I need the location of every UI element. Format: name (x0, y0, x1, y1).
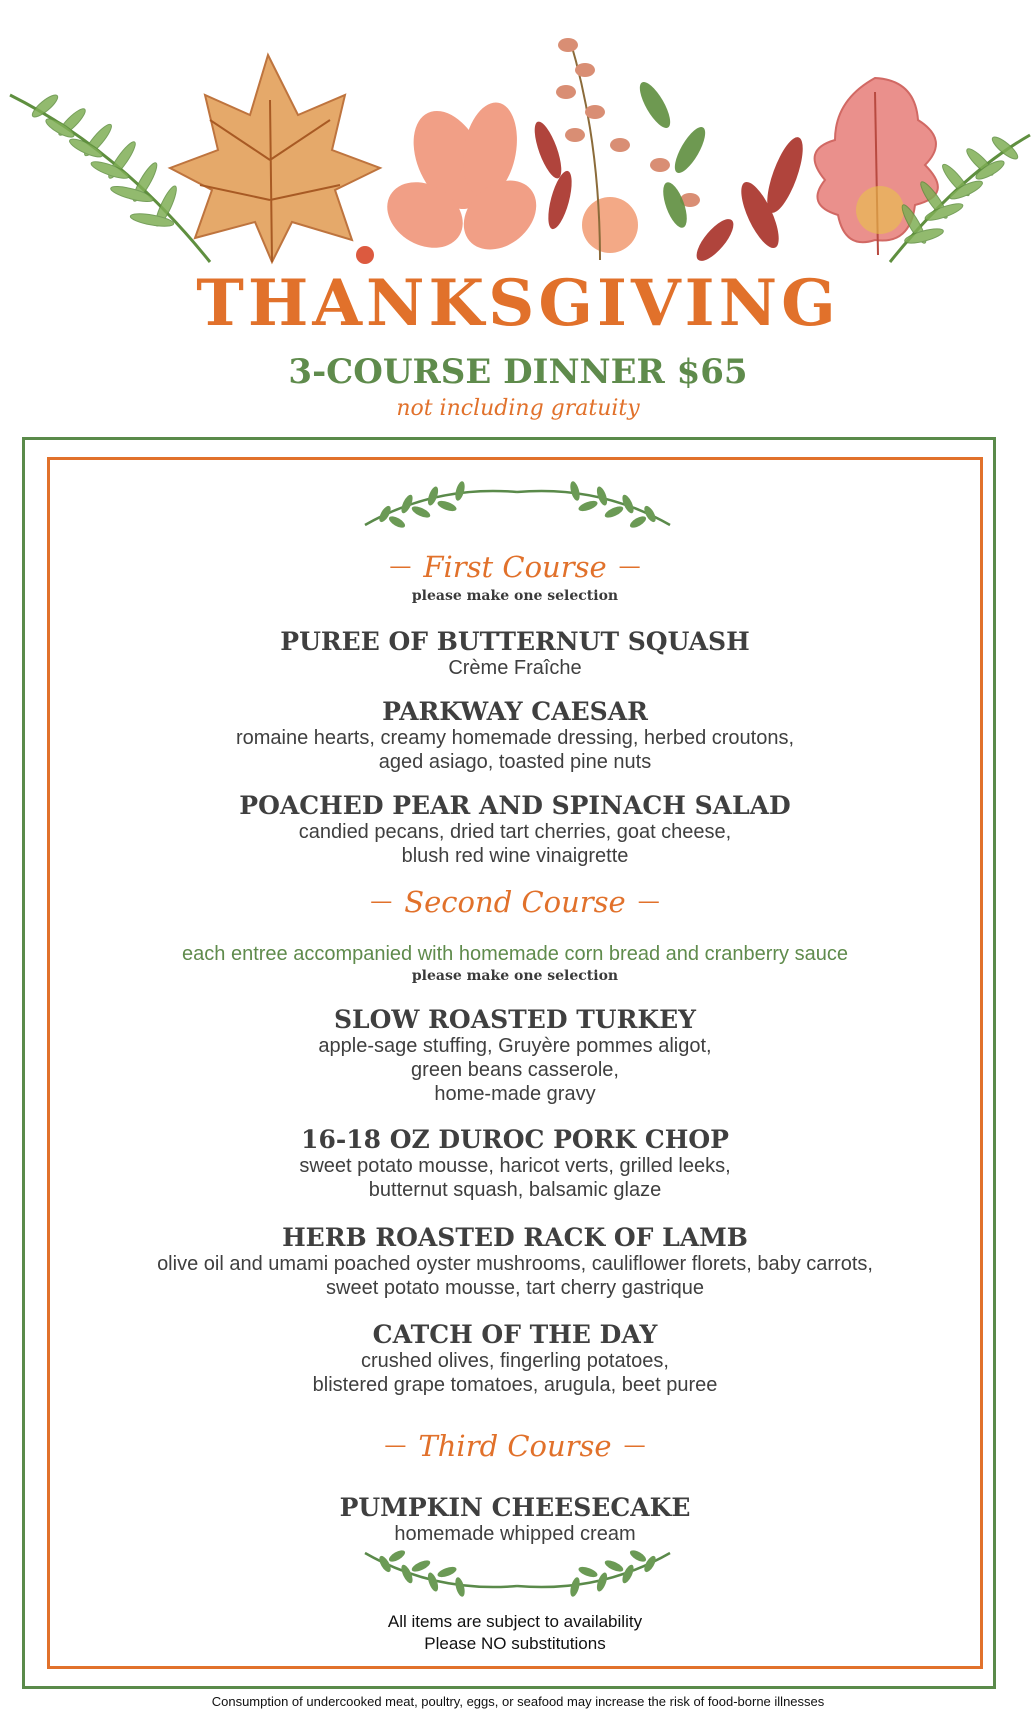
item-description: candied pecans, dried tart cherries, goat cheese, (298, 821, 732, 843)
price-subtitle: 3-COURSE DINNER $65 (288, 352, 748, 392)
item-description: apple-sage stuffing, Gruyère pommes aligot, (318, 1035, 712, 1057)
item-description: sweet potato mousse, haricot verts, grilled leeks, (299, 1155, 731, 1177)
item-description: homemade whipped cream (394, 1523, 636, 1545)
item-name: POACHED PEAR AND SPINACH SALAD (239, 791, 791, 820)
menu-item (47, 628, 983, 680)
menu-item (47, 698, 983, 774)
menu-item (47, 1126, 983, 1202)
second-course-heading: — Second Course — (370, 885, 660, 919)
item-description: blistered grape tomatoes, arugula, beet puree (312, 1374, 718, 1396)
item-description: blush red wine vinaigrette (401, 845, 629, 867)
fern-left-illustration (10, 92, 210, 262)
item-description: aged asiago, toasted pine nuts (378, 751, 652, 773)
menu-item (47, 792, 983, 868)
item-name: PARKWAY CAESAR (382, 697, 648, 726)
second-course-notes (47, 943, 983, 984)
item-name: PUMPKIN CHEESECAKE (339, 1493, 691, 1522)
item-description: Crème Fraîche (448, 657, 582, 679)
item-description: olive oil and umami poached oyster mushrooms, cauliflower florets, baby carrots, (157, 1253, 873, 1275)
health-disclaimer: Consumption of undercooked meat, poultry, eggs, or seafood may increase the risk of food-borne illnesses (211, 1694, 825, 1709)
menu-item (47, 1224, 983, 1300)
item-description: green beans casserole, (411, 1059, 619, 1081)
maple-leaf-illustration (170, 55, 380, 262)
substitutions-note: Please NO substitutions (424, 1634, 606, 1653)
availability-footer (47, 1611, 983, 1655)
gratuity-note: not including gratuity (396, 396, 640, 421)
accompaniment-note: each entree accompanied with homemade corn bread and cranberry sauce (182, 943, 848, 965)
item-description: sweet potato mousse, tart cherry gastrique (326, 1277, 704, 1299)
second-course-instruction: please make one selection (411, 968, 619, 984)
third-course-section (47, 1429, 983, 1463)
first-course-heading: — First Course — (389, 550, 641, 584)
autumn-leaves-banner (0, 0, 1036, 268)
laurel-sprig-top-icon (345, 470, 690, 540)
availability-note: All items are subject to availability (387, 1612, 643, 1631)
item-name: HERB ROASTED RACK OF LAMB (282, 1223, 748, 1252)
item-description: butternut squash, balsamic glaze (368, 1179, 662, 1201)
laurel-sprig-bottom-icon (345, 1538, 690, 1608)
first-course-instruction: please make one selection (411, 588, 619, 604)
second-course-section (47, 885, 983, 919)
menu-item (47, 1321, 983, 1397)
item-description: home-made gravy (434, 1083, 596, 1105)
third-course-heading: — Third Course — (384, 1429, 646, 1463)
item-description: crushed olives, fingerling potatoes, (361, 1350, 669, 1372)
menu-item (47, 1006, 983, 1106)
item-name: SLOW ROASTED TURKEY (333, 1005, 697, 1034)
item-name: 16-18 OZ DUROC PORK CHOP (301, 1125, 729, 1154)
item-description: romaine hearts, creamy homemade dressing, herbed croutons, (235, 727, 795, 749)
item-name: CATCH OF THE DAY (372, 1320, 658, 1349)
item-name: PUREE OF BUTTERNUT SQUASH (280, 627, 750, 656)
page-title: THANKSGIVING (196, 266, 840, 341)
green-leaves-illustration (634, 78, 711, 231)
first-course-section (47, 550, 983, 604)
